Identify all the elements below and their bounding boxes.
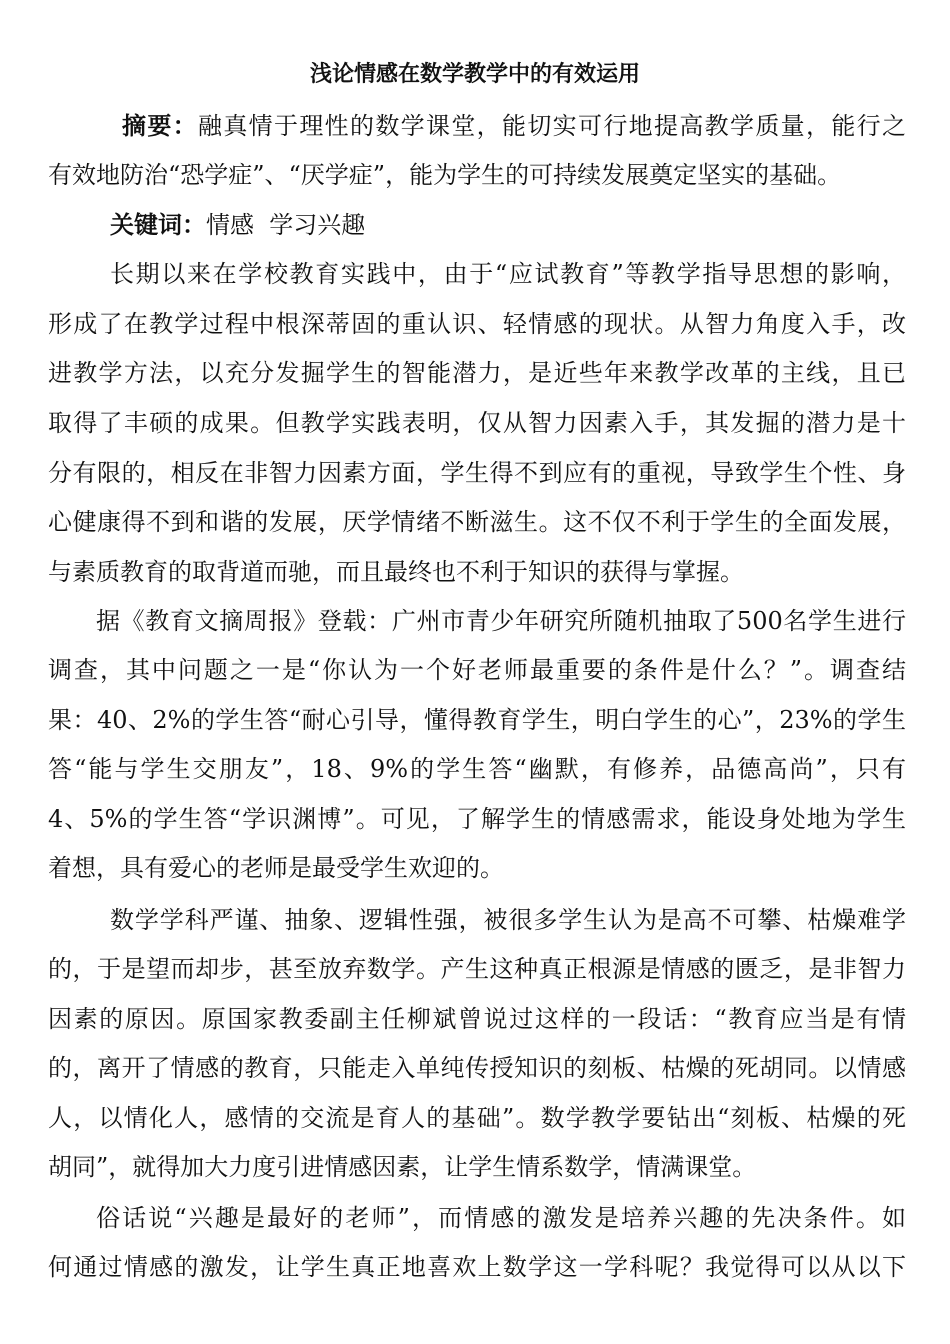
abstract-line-2: 有效地防治“恐学症”、“厌学症”，能为学生的可持续发展奠定坚实的基础。 bbox=[48, 161, 842, 189]
paragraph-2-line: 答“能与学生交朋友”，18、9%的学生答“幽默，有修养，品德高尚”，只有 bbox=[48, 755, 906, 783]
paragraph-1-line: 分有限的，相反在非智力因素方面，学生得不到应有的重视，导致学生个性、身 bbox=[48, 459, 906, 487]
paragraph-2-line: 调查，其中问题之一是“你认为一个好老师最重要的条件是什么？”。调查结 bbox=[48, 656, 906, 684]
paragraph-4-line: 何通过情感的激发，让学生真正地喜欢上数学这一学科呢？我觉得可以从以下 bbox=[48, 1253, 906, 1281]
paragraph-1-line: 取得了丰硕的成果。但教学实践表明，仅从智力因素入手，其发掘的潜力是十 bbox=[48, 409, 906, 437]
abstract-colon: ： bbox=[172, 111, 199, 140]
document-title: 浅论情感在数学教学中的有效运用 bbox=[309, 61, 640, 87]
abstract-text-1: 融真情于理性的数学课堂，能切实可行地提高教学质量，能行之 bbox=[198, 112, 907, 140]
paragraph-2-line: 4、5%的学生答“学识渊博”。可见，了解学生的情感需求，能设身处地为学生 bbox=[48, 805, 906, 833]
keywords-colon: ： bbox=[182, 210, 206, 239]
abstract-label: 摘要 bbox=[122, 111, 173, 140]
paragraph-1-line: 进教学方法，以充分发掘学生的智能潜力，是近些年来教学改革的主线，且已 bbox=[48, 359, 906, 387]
paragraph-3-line: 胡同”，就得加大力度引进情感因素，让学生情系数学，情满课堂。 bbox=[48, 1153, 757, 1181]
paragraph-2-line: 着想，具有爱心的老师是最受学生欢迎的。 bbox=[48, 854, 504, 882]
paragraph-2-line: 据《教育文摘周报》登载：广州市青少年研究所随机抽取了500名学生进行 bbox=[96, 607, 906, 635]
paragraph-3-line: 因素的原因。原国家教委副主任柳斌曾说过这样的一段话：“教育应当是有情 bbox=[48, 1005, 906, 1033]
paragraph-4-line: 俗话说“兴趣是最好的老师”，而情感的激发是培养兴趣的先决条件。如 bbox=[96, 1204, 906, 1232]
paragraph-3-line: 数学学科严谨、抽象、逻辑性强，被很多学生认为是高不可攀、枯燥难学 bbox=[110, 906, 906, 934]
paragraph-3-line: 的，于是望而却步，甚至放弃数学。产生这种真正根源是情感的匮乏，是非智力 bbox=[48, 955, 906, 983]
keywords-text: 情感 学习兴趣 bbox=[206, 211, 366, 239]
keywords-label: 关键词 bbox=[110, 210, 182, 239]
paragraph-1-line: 形成了在教学过程中根深蒂固的重认识、轻情感的现状。从智力角度入手，改 bbox=[48, 310, 906, 338]
keywords-line bbox=[110, 207, 906, 243]
paragraph-1-line: 与素质教育的取背道而驰，而且最终也不利于知识的获得与掌握。 bbox=[48, 558, 744, 586]
paragraph-2-line: 果：40、2%的学生答“耐心引导，懂得教育学生，明白学生的心”，23%的学生 bbox=[48, 706, 906, 734]
paragraph-1-line: 心健康得不到和谐的发展，厌学情绪不断滋生。这不仅不利于学生的全面发展， bbox=[48, 508, 906, 536]
paragraph-1-line: 长期以来在学校教育实践中，由于“应试教育”等教学指导思想的影响， bbox=[110, 260, 906, 288]
paragraph-3-line: 的，离开了情感的教育，只能走入单纯传授知识的刻板、枯燥的死胡同。以情感 bbox=[48, 1054, 906, 1082]
abstract-line-1 bbox=[122, 108, 906, 144]
paragraph-3-line: 人，以情化人，感情的交流是育人的基础”。数学教学要钻出“刻板、枯燥的死 bbox=[48, 1104, 906, 1132]
